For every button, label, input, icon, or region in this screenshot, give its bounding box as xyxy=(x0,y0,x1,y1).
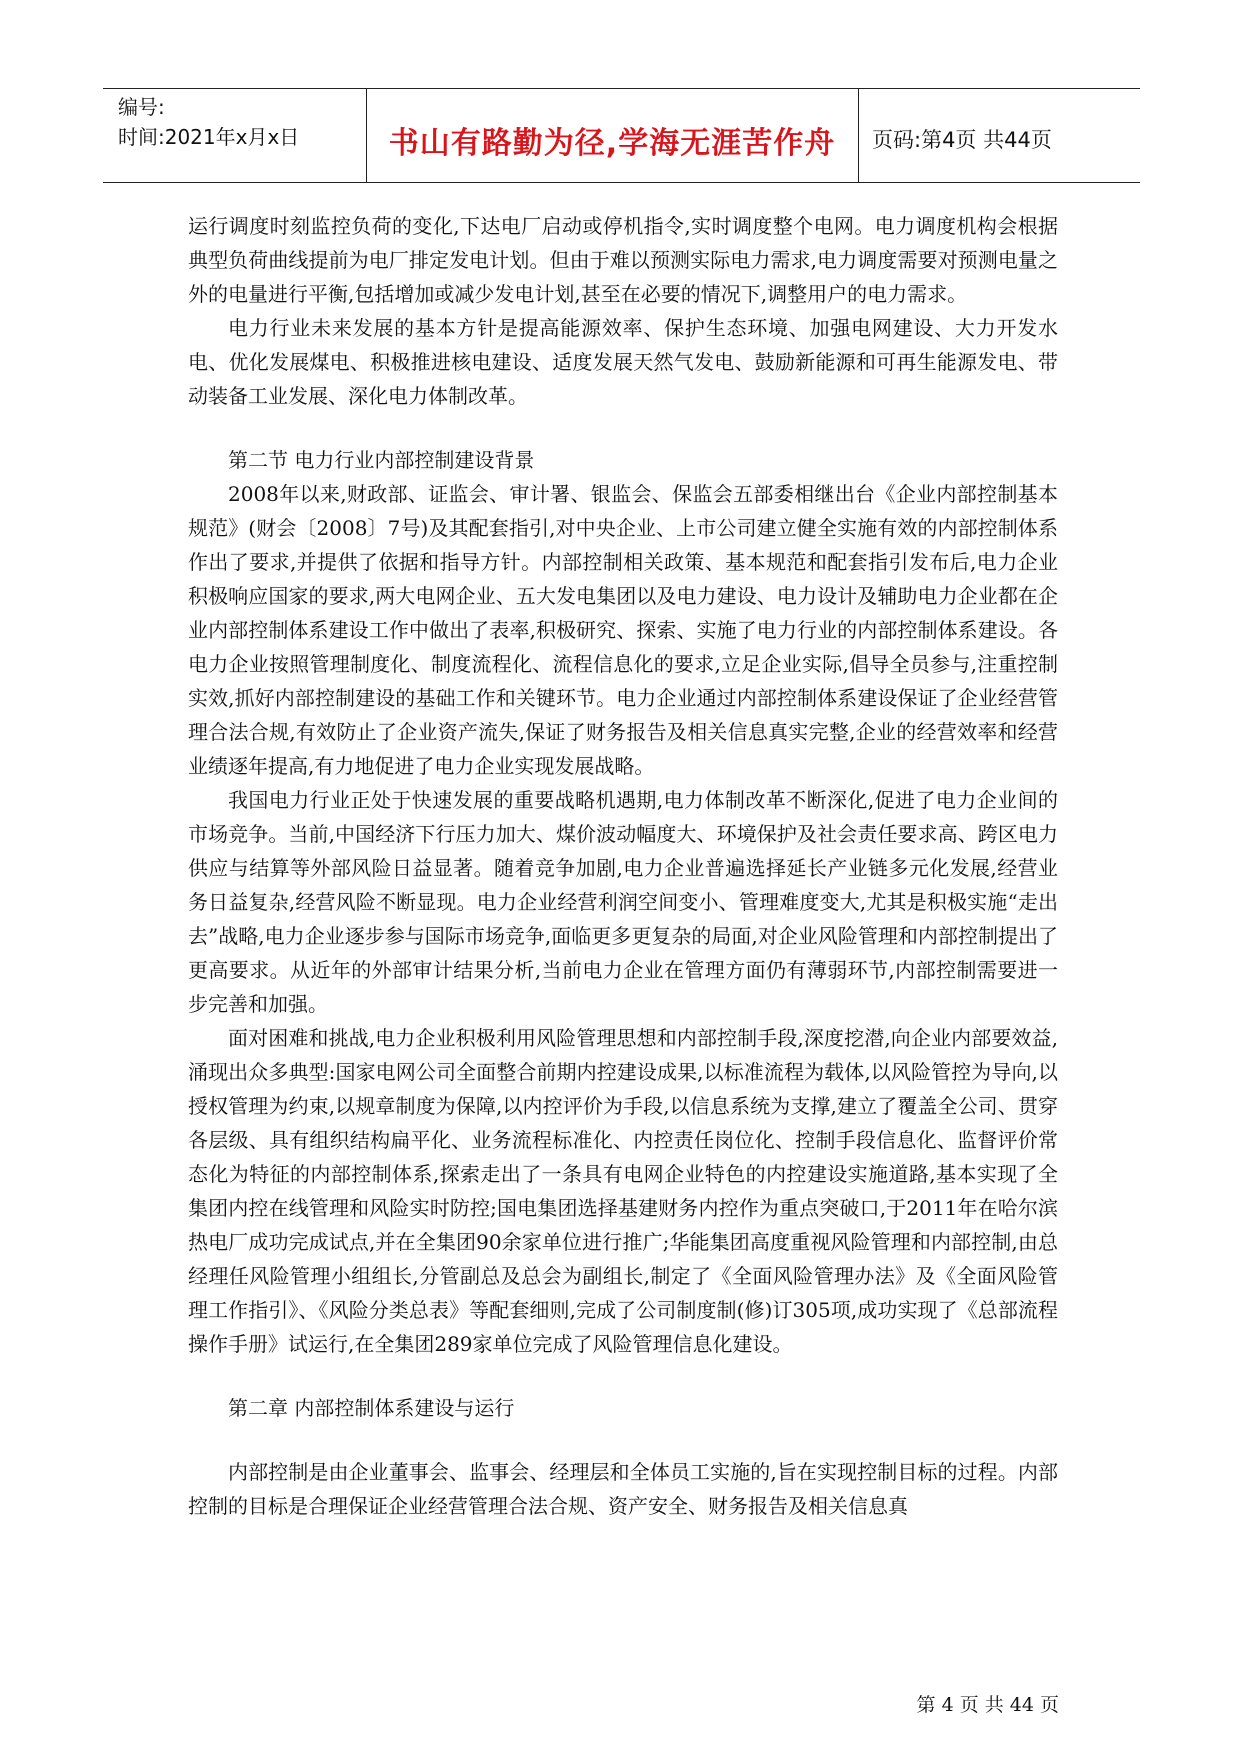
paragraph-4: 我国电力行业正处于快速发展的重要战略机遇期,电力体制改革不断深化,促进了电力企业间的市场竞争。当前,中国经济下行压力加大、煤价波动幅度大、环境保护及社会责任要求高、跨区电力供应与结算等外部风险日益显著。随着竞争加剧,电力企业普遍选择延长产业链多元化发展,经营业务日益复杂,经营风险不断显现。电力企业经营利润空间变小、管理难度变大,尤其是积极实施“走出去”战略,电力企业逐步参与国际市场竞争,面临更多更复杂的局面,对企业风险管理和内部控制提出了更高要求。从近年的外部审计结果分析,当前电力企业在管理方面仍有薄弱环节,内部控制需要进一步完善和加强。 xyxy=(188,788,1058,1016)
paragraph-1: 运行调度时刻监控负荷的变化,下达电厂启动或停机指令,实时调度整个电网。电力调度机构会根据典型负荷曲线提前为电厂排定发电计划。但由于难以预测实际电力需求,电力调度需要对预测电量之外的电量进行平衡,包括增加或减少发电计划,甚至在必要的情况下,调整用户的电力需求。 xyxy=(188,214,1058,306)
document-time-label: 时间:2021年x月x日 xyxy=(118,125,300,149)
document-body xyxy=(188,209,1058,1523)
header-divider-right xyxy=(858,88,859,182)
section-heading: 第二节 电力行业内部控制建设背景 xyxy=(228,448,535,472)
header-meta xyxy=(118,92,299,152)
paragraph-2: 电力行业未来发展的基本方针是提高能源效率、保护生态环境、加强电网建设、大力开发水电、优化发展煤电、积极推进核电建设、适度发展天然气发电、鼓励新能源和可再生能源发电、带动装备工业发展、深化电力体制改革。 xyxy=(188,316,1058,408)
paragraph-6: 内部控制是由企业董事会、监事会、经理层和全体员工实施的,旨在实现控制目标的过程。内部控制的目标是合理保证企业经营管理合法合规、资产安全、财务报告及相关信息真 xyxy=(188,1460,1058,1518)
paragraph-3: 2008年以来,财政部、证监会、审计署、银监会、保监会五部委相继出台《企业内部控制基本规范》(财会〔2008〕7号)及其配套指引,对中央企业、上市公司建立健全实施有效的内部控制体系作出了要求,并提供了依据和指导方针。内部控制相关政策、基本规范和配套指引发布后,电力企业积极响应国家的要求,两大电网企业、五大发电集团以及电力建设、电力设计及辅助电力企业都在企业内部控制体系建设工作中做出了表率,积极研究、探索、实施了电力行业的内部控制体系建设。各电力企业按照管理制度化、制度流程化、流程信息化的要求,立足企业实际,倡导全员参与,注重控制实效,抓好内部控制建设的基础工作和关键环节。电力企业通过内部控制体系建设保证了企业经营管理合法合规,有效防止了企业资产流失,保证了财务报告及相关信息真实完整,企业的经营效率和经营业绩逐年提高,有力地促进了电力企业实现发展战略。 xyxy=(188,482,1058,778)
header-rule-bottom xyxy=(103,182,1140,183)
chapter-heading: 第二章 内部控制体系建设与运行 xyxy=(228,1396,515,1420)
footer-page-number: 第 4 页 共 44 页 xyxy=(916,1694,1059,1716)
header-rule-top xyxy=(103,88,1140,89)
document-number-label: 编号: xyxy=(118,95,165,119)
header-motto: 书山有路勤为径,学海无涯苦作舟 xyxy=(388,126,836,161)
header-page-info: 页码:第4页 共44页 xyxy=(872,128,1052,152)
paragraph-5: 面对困难和挑战,电力企业积极利用风险管理思想和内部控制手段,深度挖潜,向企业内部要效益,涌现出众多典型:国家电网公司全面整合前期内控建设成果,以标准流程为载体,以风险管控为导向,以授权管理为约束,以规章制度为保障,以内控评价为手段,以信息系统为支撑,建立了覆盖全公司、贯穿各层级、具有组织结构扁平化、业务流程标准化、内控责任岗位化、控制手段信息化、监督评价常态化为特征的内部控制体系,探索走出了一条具有电网企业特色的内控建设实施道路,基本实现了全集团内控在线管理和风险实时防控;国电集团选择基建财务内控作为重点突破口,于2011年在哈尔滨热电厂成功完成试点,并在全集团90余家单位进行推广;华能集团高度重视风险管理和内部控制,由总经理任风险管理小组组长,分管副总及总会为副组长,制定了《全面风险管理办法》及《全面风险管理工作指引》、《风险分类总表》等配套细则,完成了公司制度制(修)订305项,成功实现了《总部流程操作手册》试运行,在全集团289家单位完成了风险管理信息化建设。 xyxy=(188,1026,1058,1356)
